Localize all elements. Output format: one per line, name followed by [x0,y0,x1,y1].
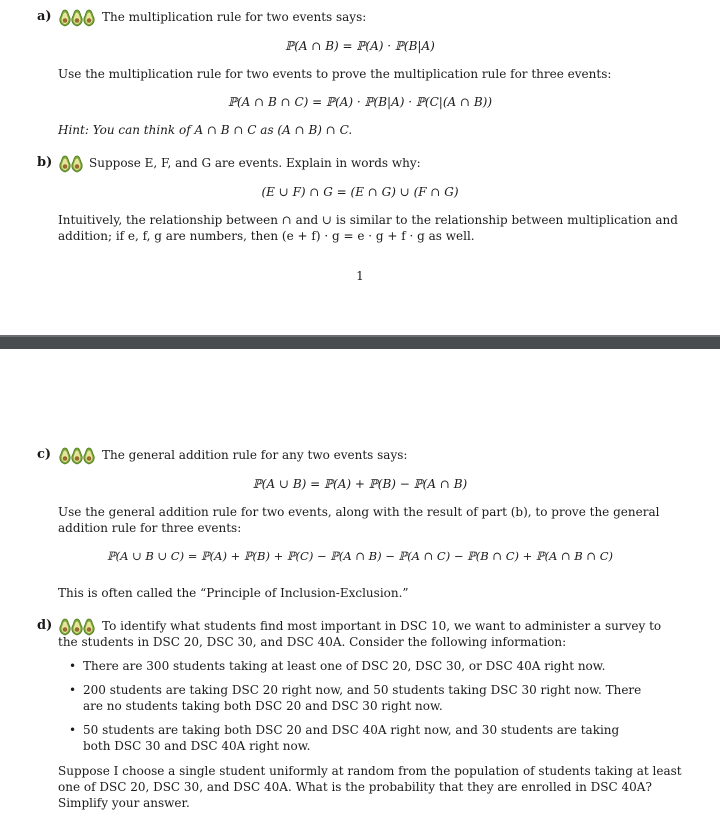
part-c-equation-1: ℙ(A ∪ B) = ℙ(A) + ℙ(B) − ℙ(A ∩ B) [252,477,468,491]
list-item: • 50 students are taking both DSC 20 and DSC 40A right now, and 30 students are taking both DSC 30 and DSC 40A right now. [69,722,649,754]
avocado-icons [58,447,94,469]
part-a-equation-1: ℙ(A ∩ B) = ℙ(A) · ℙ(B|A) [285,39,435,53]
avocado-icon [70,155,84,173]
part-c-instruction-line-1: Use the general addition rule for two events, along with the result of part (b), to prove the general [58,505,660,519]
part-c-label: c) [37,447,52,462]
part-b-intro: Suppose E, F, and G are events. Explain in words why: [89,156,421,170]
part-c-equation-2: ℙ(A ∪ B ∪ C) = ℙ(A) + ℙ(B) + ℙ(C) − ℙ(A ∩ B) − ℙ(A ∩ C) − ℙ(B ∩ C) + ℙ(A ∩ B ∩ C) [107,549,613,563]
avocado-icons [58,9,94,31]
part-a-hint: Hint: You can think of A ∩ B ∩ C as (A ∩ B) ∩ C. [58,123,353,137]
part-d-bullet-list [69,658,649,762]
part-a-intro: The multiplication rule for two events says: [102,10,367,24]
list-item: • 200 students are taking DSC 20 right now, and 50 students taking DSC 30 right now. There are no students taking both DSC 20 and DSC 30 right now. [69,682,649,714]
list-item: • There are 300 students taking at least one of DSC 20, DSC 30, or DSC 40A right now. [69,658,649,674]
part-d-question-line-3: Simplify your answer. [58,796,190,810]
part-c-instruction-line-2: addition rule for three events: [58,521,242,535]
part-d-question-line-2: one of DSC 20, DSC 30, and DSC 40A. What is the probability that they are enrolled in DSC 40A? [58,780,652,794]
part-b-note-line-2: addition; if e, f, g are numbers, then (e + f) · g = e · g + f · g as well. [58,229,475,243]
part-b-equation: (E ∪ F) ∩ G = (E ∩ G) ∪ (F ∩ G) [261,185,459,199]
part-b-label: b) [37,155,53,170]
part-d-question-line-1: Suppose I choose a single student uniformly at random from the population of students taking at least [58,764,682,778]
avocado-icons [58,155,82,177]
page-number: 1 [356,269,364,283]
part-c-intro: The general addition rule for any two events says: [102,448,408,462]
part-d-intro-line-1: To identify what students find most important in DSC 10, we want to administer a survey to [102,619,662,633]
avocado-icon [82,447,96,465]
avocado-icon [82,9,96,27]
part-b-note-line-1: Intuitively, the relationship between ∩ and ∪ is similar to the relationship between multiplication and [58,213,678,227]
part-d-intro-line-2: the students in DSC 20, DSC 30, and DSC 40A. Consider the following information: [58,635,567,649]
page-separator [0,335,720,349]
part-a-instruction: Use the multiplication rule for two events to prove the multiplication rule for three events: [58,67,612,81]
part-a-equation-2: ℙ(A ∩ B ∩ C) = ℙ(A) · ℙ(B|A) · ℙ(C|(A ∩ B)) [227,95,493,109]
part-c-note: This is often called the “Principle of Inclusion-Exclusion.” [58,586,409,600]
part-a-label: a) [37,9,52,24]
part-d-label: d) [37,618,53,633]
